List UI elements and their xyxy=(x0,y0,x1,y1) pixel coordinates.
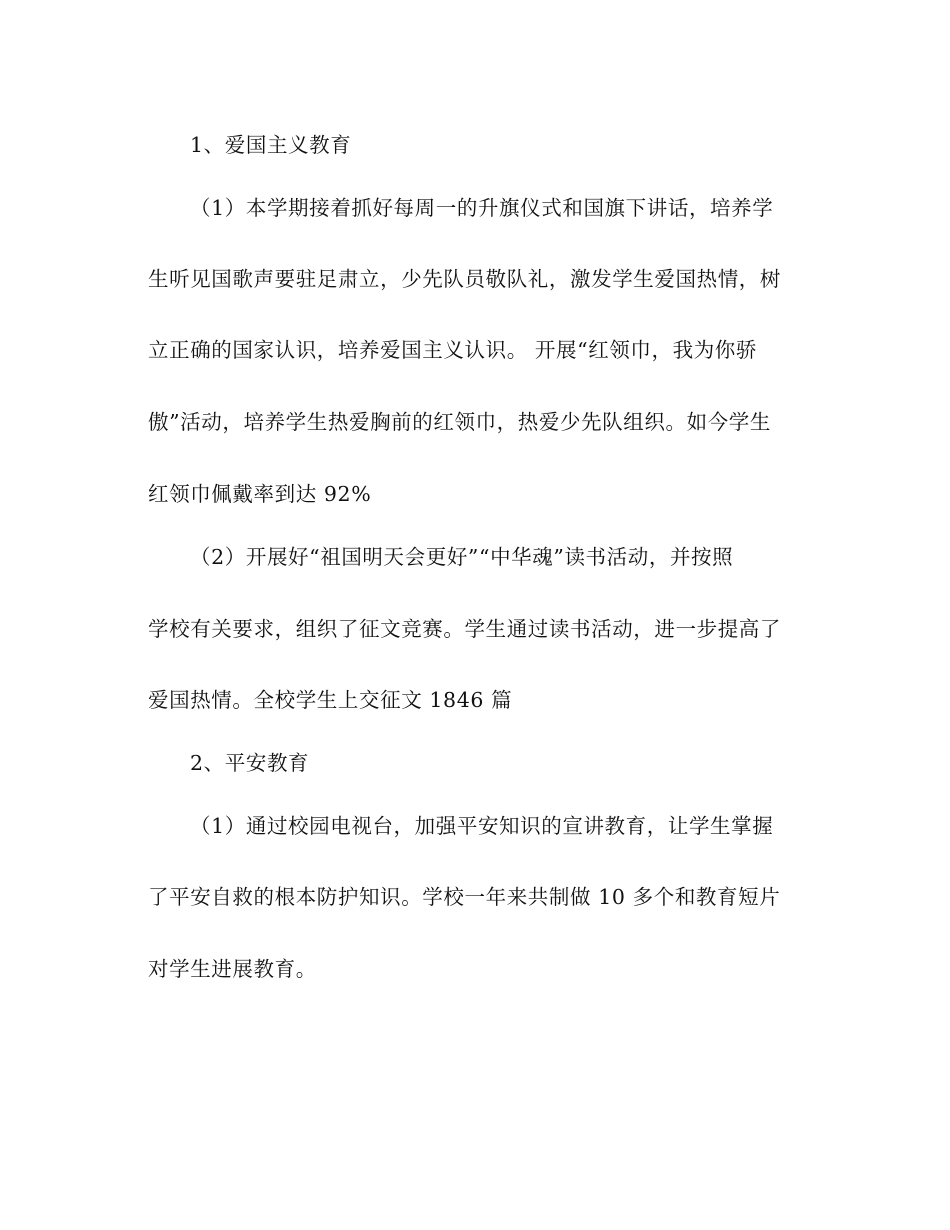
section-heading-safety-education: 2、平安教育 xyxy=(190,751,310,775)
paragraph-line: 学校有关要求，组织了征文竞赛。学生通过读书活动，进一步提高了 xyxy=(148,617,781,641)
paragraph-line: 生听见国歌声要驻足肃立，少先队员敬队礼，激发学生爱国热情，树 xyxy=(148,267,781,291)
paragraph-line: 爱国热情。全校学生上交征文 1846 篇 xyxy=(148,688,513,712)
paragraph-line: （1）通过校园电视台，加强平安知识的宣讲教育，让学生掌握 xyxy=(190,814,774,838)
paragraph-line: （2）开展好“祖国明天会更好”“中华魂”读书活动，并按照 xyxy=(190,545,734,569)
paragraph-line: 红领巾佩戴率到达 92% xyxy=(148,482,372,506)
paragraph-line: 了平安自救的根本防护知识。学校一年来共制做 10 多个和教育短片 xyxy=(148,885,781,909)
paragraph-line: 立正确的国家认识，培养爱国主义认识。 开展“红领巾，我为你骄 xyxy=(148,338,757,362)
paragraph-line: 傲”活动，培养学生热爱胸前的红领巾，热爱少先队组织。如今学生 xyxy=(148,410,771,434)
paragraph-line: （1）本学期接着抓好每周一的升旗仪式和国旗下讲话，培养学 xyxy=(190,196,774,220)
paragraph-line: 对学生进展教育。 xyxy=(148,957,317,981)
section-heading-patriotic-education: 1、爱国主义教育 xyxy=(190,133,352,157)
